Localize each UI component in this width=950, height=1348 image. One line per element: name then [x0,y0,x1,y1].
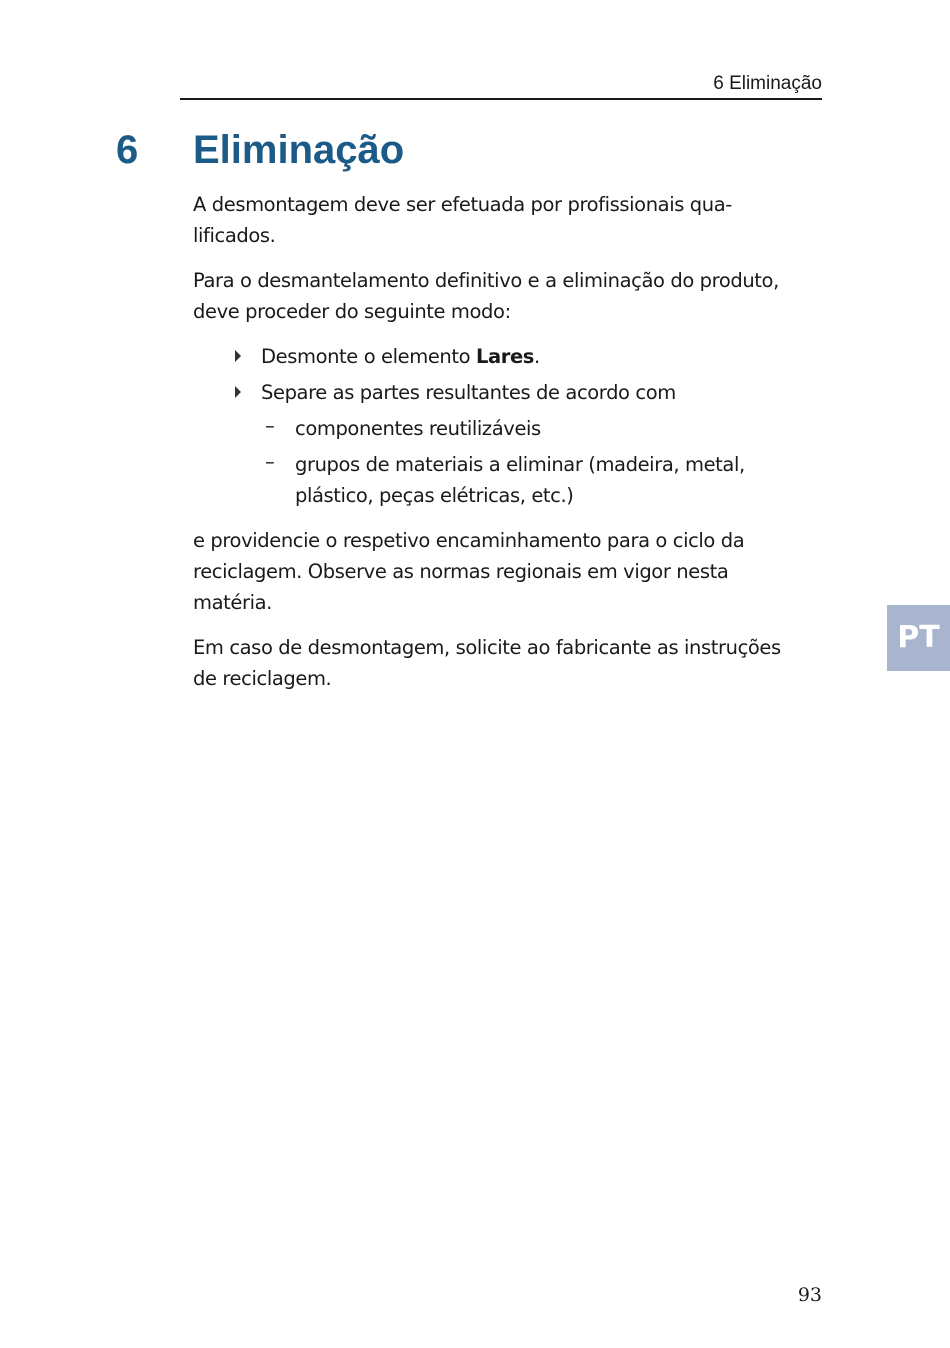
step-text: Desmonte o elemento [261,345,476,368]
running-header-title: 6 Eliminação [713,73,822,94]
running-header [180,72,822,100]
chapter-body [193,189,808,708]
product-name: Lares [475,345,535,368]
page-number: 93 [797,1284,822,1306]
paragraph-qualified-personnel: A desmontagem deve ser efetuada por profissionais qua- lificados. [193,193,732,247]
paragraph-manufacturer-instructions: Em caso de desmontagem, solicite ao fabricante as instruções de reciclagem. [193,636,781,690]
chapter-title: Eliminação [193,128,405,172]
triangle-bullet-icon [235,386,241,398]
step-item [193,341,808,372]
paragraph-procedure-intro: Para o desmantelamento definitivo e a eliminação do produto, deve proceder do seguinte modo: [193,269,779,323]
language-tab: PT [887,605,950,671]
step-text: Separe as partes resultantes de acordo com [261,381,676,404]
dash-bullet-icon: – [265,450,275,473]
sub-list [261,413,808,511]
sub-item-text: componentes reutilizáveis [295,417,541,440]
sub-item [261,449,808,511]
sub-item-text: grupos de materiais a eliminar (madeira, metal, plástico, peças elétricas, etc.) [295,453,745,507]
sub-item [261,413,808,444]
step-item [193,377,808,511]
chapter-number: 6 [116,128,139,172]
step-suffix: . [534,345,540,368]
dash-bullet-icon: – [265,414,275,437]
steps-list [193,341,808,511]
paragraph-recycling: e providencie o respetivo encaminhamento para o ciclo da reciclagem. Observe as normas regionais em vigor nesta matéria. [193,529,745,614]
triangle-bullet-icon [235,350,241,362]
